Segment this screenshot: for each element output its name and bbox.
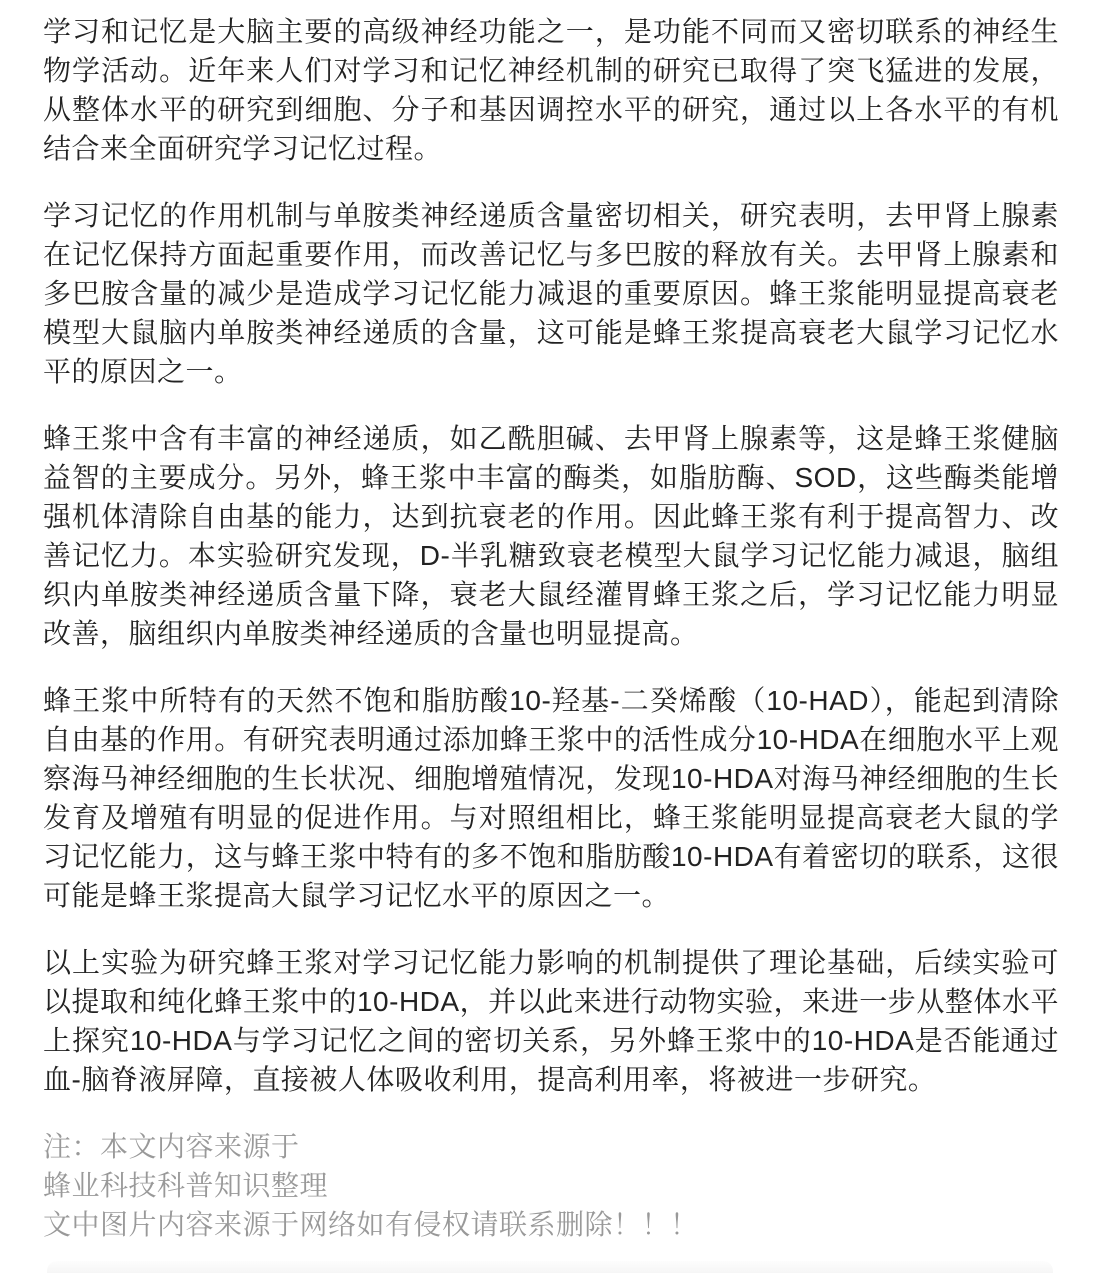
paragraph-monoamine-mechanism: 学习记忆的作用机制与单胺类神经递质含量密切相关，研究表明，去甲肾上腺素在记忆保持方面起重要作用，而改善记忆与多巴胺的释放有关。去甲肾上腺素和多巴胺含量的减少是造成学习记忆能力减退的重要原因。蜂王浆能明显提高衰老模型大鼠脑内单胺类神经递质的含量，这可能是蜂王浆提高衰老大鼠学习记忆水平的原因之一。	[43, 200, 1059, 387]
next-card-top-edge	[47, 1261, 1053, 1273]
paragraph-10-hda-fatty-acid: 蜂王浆中所特有的天然不饱和脂肪酸10-羟基-二癸烯酸（10-HAD），能起到清除自由基的作用。有研究表明通过添加蜂王浆中的活性成分10-HDA在细胞水平上观察海马神经细胞的生长状况、细胞增殖情况，发现10-HDA对海马神经细胞的生长发育及增殖有明显的促进作用。与对照组相比，蜂王浆能明显提高衰老大鼠的学习记忆能力，这与蜂王浆中特有的多不饱和脂肪酸10-HDA有着密切的联系，这很可能是蜂王浆提高大鼠学习记忆水平的原因之一。	[43, 685, 1059, 911]
paragraph-royal-jelly-neurotransmitters: 蜂王浆中含有丰富的神经递质，如乙酰胆碱、去甲肾上腺素等，这是蜂王浆健脑益智的主要成分。另外，蜂王浆中丰富的酶类，如脂肪酶、SOD，这些酶类能增强机体清除自由基的能力，达到抗衰老的作用。因此蜂王浆有利于提高智力、改善记忆力。本实验研究发现，D-半乳糖致衰老模型大鼠学习记忆能力减退，脑组织内单胺类神经递质含量下降，衰老大鼠经灌胃蜂王浆之后，学习记忆能力明显改善，脑组织内单胺类神经递质的含量也明显提高。	[43, 423, 1059, 649]
source-note-line-2: 蜂业科技科普知识整理	[43, 1170, 329, 1201]
source-note-line-1: 注：本文内容来源于	[43, 1131, 300, 1162]
source-note	[43, 1127, 1059, 1244]
paragraph-conclusion-future-research: 以上实验为研究蜂王浆对学习记忆能力影响的机制提供了理论基础，后续实验可以提取和纯化蜂王浆中的10-HDA，并以此来进行动物实验，来进一步从整体水平上探究10-HDA与学习记忆之间的密切关系，另外蜂王浆中的10-HDA是否能通过血-脑脊液屏障，直接被人体吸收利用，提高利用率，将被进一步研究。	[43, 947, 1059, 1095]
source-note-line-3: 文中图片内容来源于网络如有侵权请联系删除！！！	[43, 1209, 699, 1240]
paragraph-intro-learning-memory: 学习和记忆是大脑主要的高级神经功能之一，是功能不同而又密切联系的神经生物学活动。近年来人们对学习和记忆神经机制的研究已取得了突飞猛进的发展，从整体水平的研究到细胞、分子和基因调控水平的研究，通过以上各水平的有机结合来全面研究学习记忆过程。	[43, 16, 1059, 164]
